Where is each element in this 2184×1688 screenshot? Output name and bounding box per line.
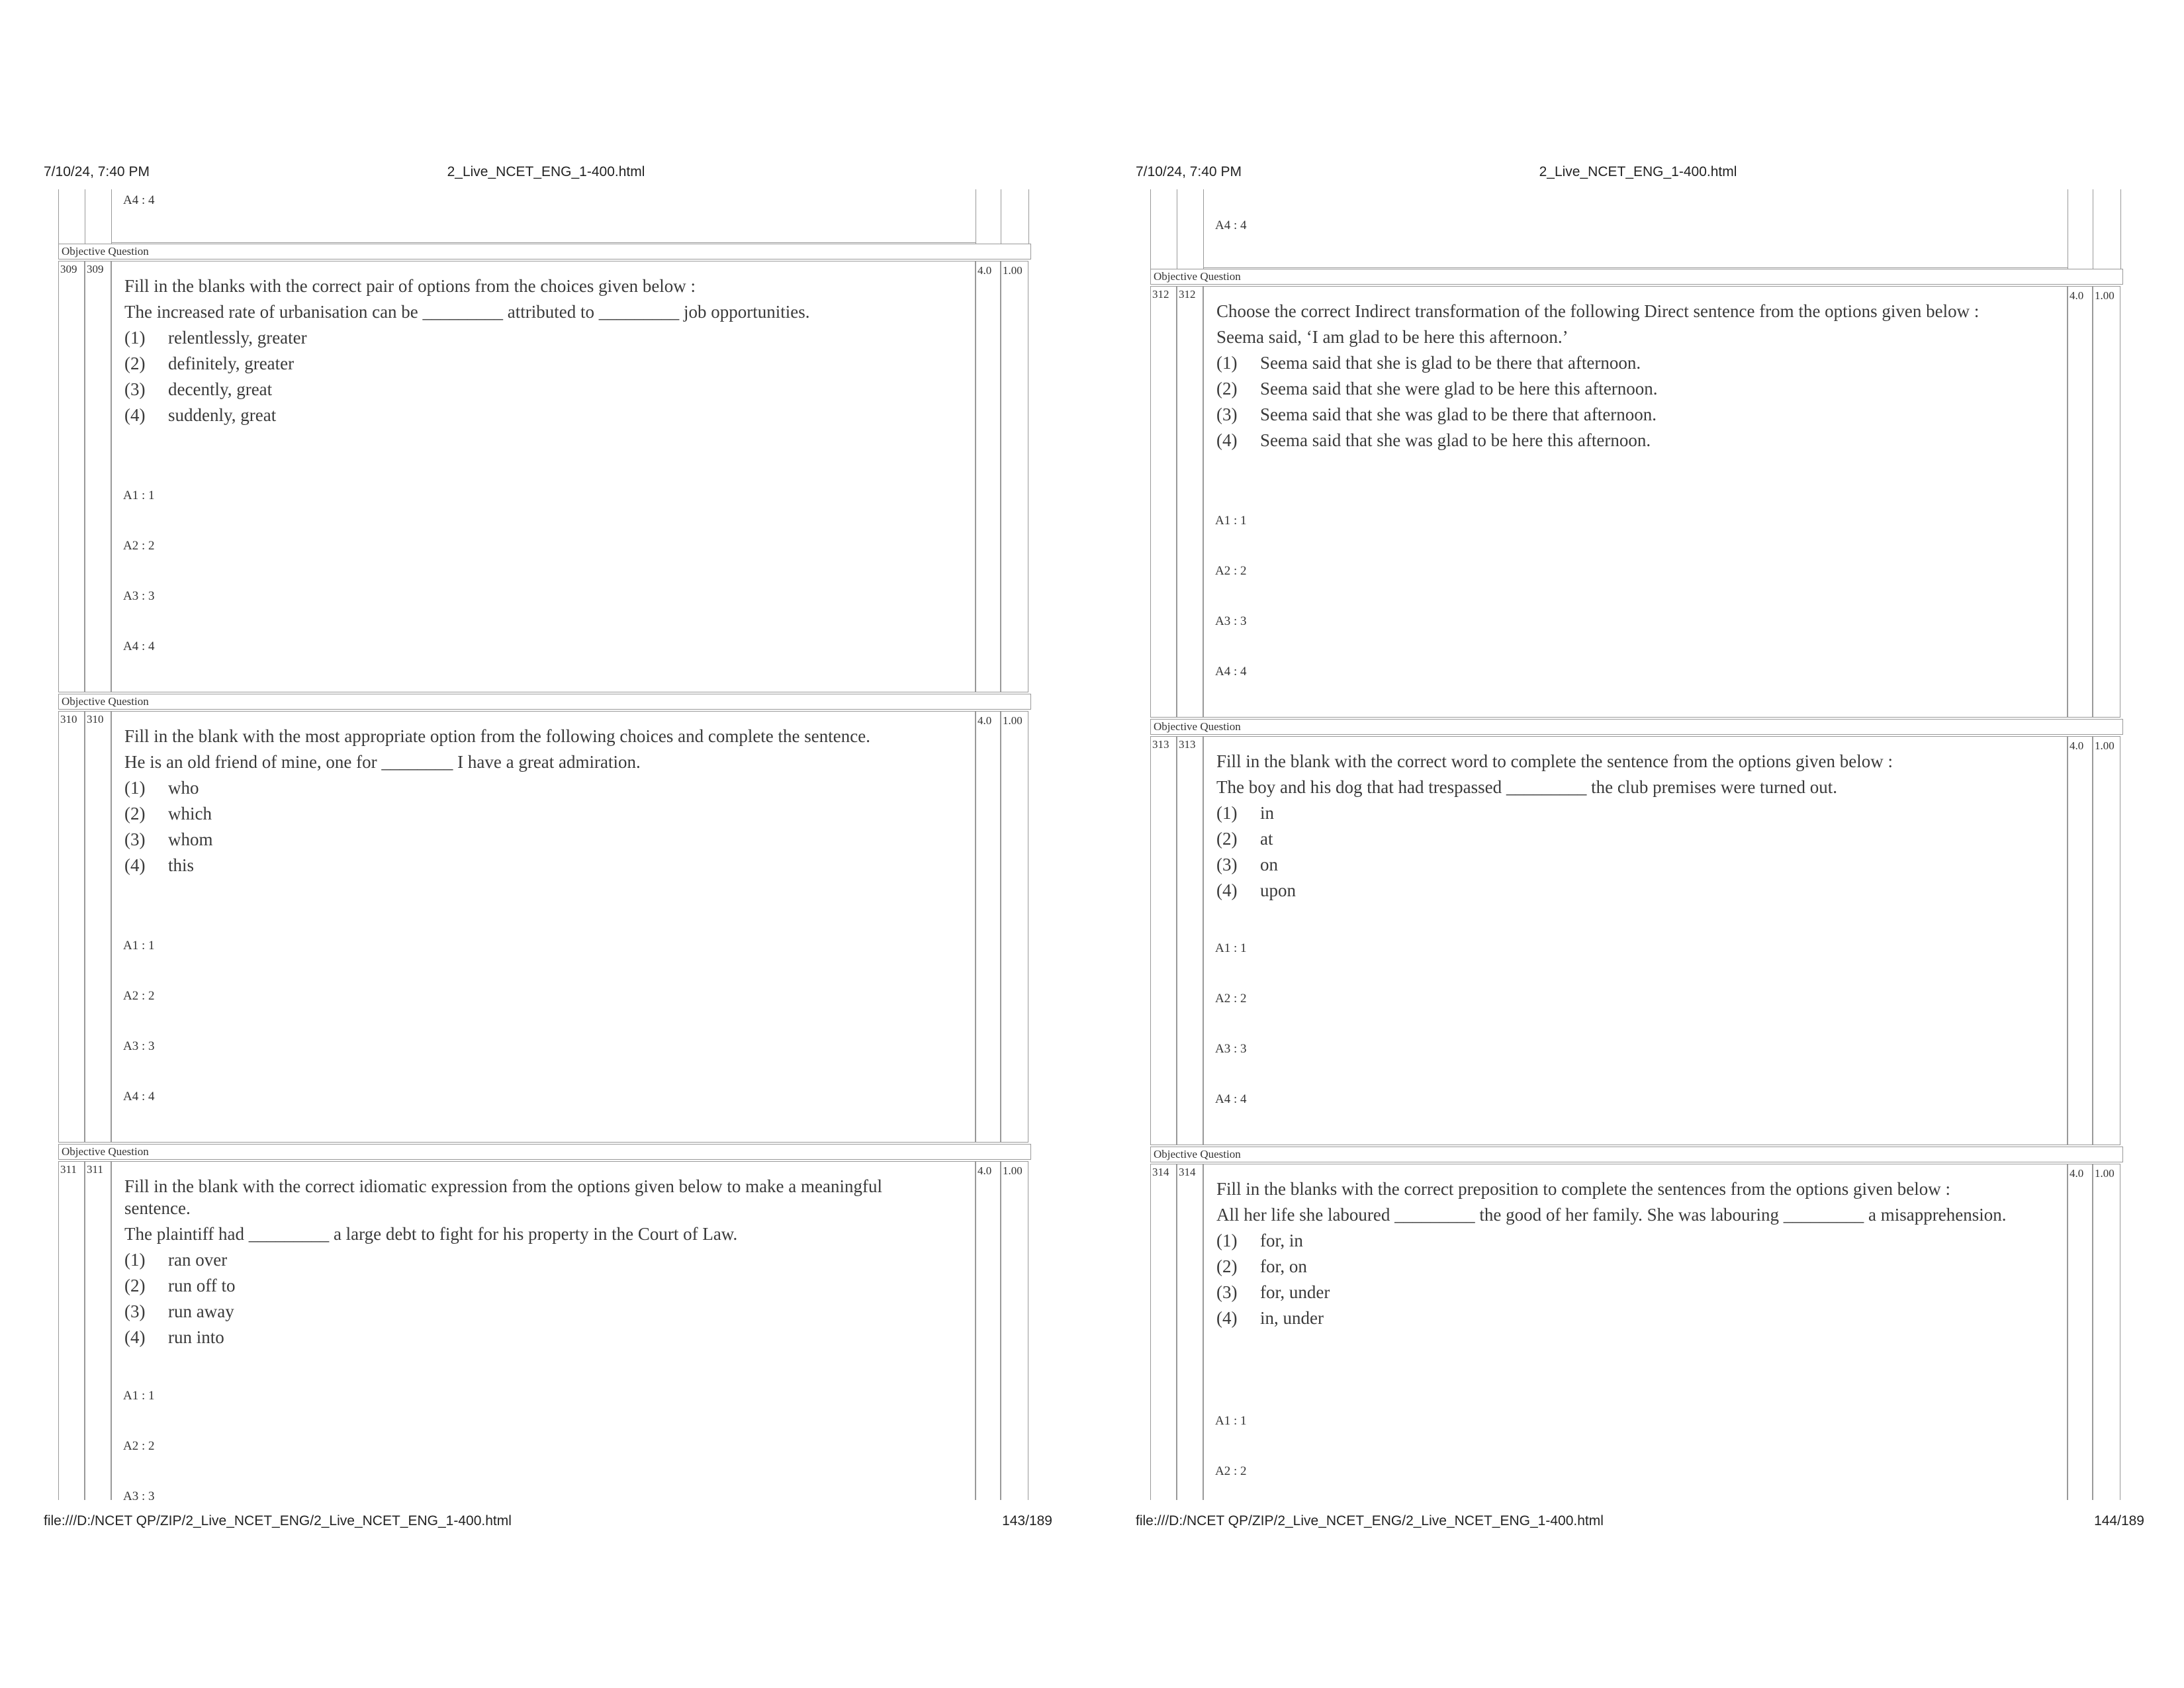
- question-312: [1150, 286, 2123, 718]
- question-313: [1150, 736, 2123, 1145]
- serial-number: 309: [60, 263, 77, 275]
- answer-choice: A2 : 2: [1215, 1464, 1247, 1478]
- section-label: Objective Question: [58, 244, 1031, 259]
- option-2: (2) Seema said that she were glad to be here this afternoon.: [1216, 379, 1658, 399]
- negative-marks: 1.00: [2095, 739, 2115, 752]
- answer-choice: A4 : 4: [123, 1090, 155, 1103]
- option-4: (4) run into: [124, 1327, 224, 1347]
- section-label: Objective Question: [58, 694, 1031, 710]
- question-stem: Fill in the blank with the most appropriate option from the following choices and complete the sentence.: [124, 726, 870, 746]
- option-4: (4) in, under: [1216, 1308, 1324, 1328]
- answer-choice: A1 : 1: [123, 489, 155, 502]
- option-1: (1) ran over: [124, 1250, 228, 1270]
- answer-choice: A1 : 1: [1215, 1414, 1247, 1428]
- option-1: (1) relentlessly, greater: [124, 328, 307, 348]
- question-sentence: Seema said, ‘I am glad to be here this afternoon.’: [1216, 327, 1569, 347]
- option-2: (2) run off to: [124, 1276, 236, 1295]
- option-1: (1) for, in: [1216, 1231, 1303, 1250]
- question-sentence: The plaintiff had _________ a large debt to fight for his property in the Court of Law.: [124, 1224, 738, 1244]
- answer-choice: A1 : 1: [123, 1389, 155, 1403]
- answer-choice: A3 : 3: [1215, 614, 1247, 628]
- serial-number: 311: [60, 1163, 77, 1176]
- question-sentence: The boy and his dog that had trespassed _________ the club premises were turned out.: [1216, 777, 1838, 797]
- question-314: [1150, 1164, 2123, 1500]
- question-id: 310: [87, 713, 104, 726]
- serial-number: 310: [60, 713, 77, 726]
- marks: 4.0: [978, 1164, 992, 1177]
- header-date: 7/10/24, 7:40 PM: [1136, 164, 1242, 179]
- option-1: (1) who: [124, 778, 199, 798]
- question-id: 313: [1179, 738, 1196, 751]
- question-stem: Fill in the blanks with the correct preposition to complete the sentences from the options given below :: [1216, 1179, 1951, 1199]
- option-3: (3) whom: [124, 829, 213, 849]
- question-text: [124, 275, 932, 426]
- answer-choice: A2 : 2: [1215, 992, 1247, 1006]
- answer-choice: A1 : 1: [123, 939, 155, 953]
- serial-number: 314: [1152, 1166, 1169, 1178]
- question-id: 309: [87, 263, 104, 275]
- option-4: (4) Seema said that she was glad to be here this afternoon.: [1216, 430, 1651, 450]
- answer-choice: A2 : 2: [123, 539, 155, 553]
- answer-choice: A4 : 4: [123, 639, 155, 653]
- negative-marks: 1.00: [1003, 1164, 1023, 1177]
- header-title: 2_Live_NCET_ENG_1-400.html: [447, 164, 645, 179]
- answer-choice: A3 : 3: [123, 589, 155, 603]
- footer-path: file:///D:/NCET QP/ZIP/2_Live_NCET_ENG/2_Live_NCET_ENG_1-400.html: [44, 1513, 512, 1528]
- question-sentence: All her life she laboured _________ the good of her family. She was labouring _________ a misapprehension.: [1216, 1205, 2007, 1225]
- answer-choice: A2 : 2: [123, 989, 155, 1003]
- question-sentence: The increased rate of urbanisation can be _________ attributed to _________ job opportunities.: [124, 302, 810, 322]
- option-2: (2) for, on: [1216, 1256, 1307, 1276]
- page-144: [1092, 0, 2184, 1688]
- question-text: [1216, 1178, 2024, 1329]
- negative-marks: 1.00: [1003, 264, 1023, 277]
- answer-choice: A4 : 4: [1215, 218, 1247, 232]
- answer-choice: A4 : 4: [123, 193, 155, 207]
- option-4: (4) this: [124, 855, 195, 875]
- marks: 4.0: [978, 264, 992, 277]
- question-stem: Fill in the blanks with the correct pair of options from the choices given below :: [124, 276, 696, 296]
- option-4: (4) suddenly, great: [124, 405, 277, 425]
- question-310: [58, 711, 1031, 1143]
- question-sentence: He is an old friend of mine, one for ________ I have a great admiration.: [124, 752, 641, 772]
- question-text: [1216, 301, 2024, 451]
- header-date: 7/10/24, 7:40 PM: [44, 164, 150, 179]
- answer-choice: A2 : 2: [1215, 564, 1247, 578]
- footer-page-number: 143/189: [1002, 1513, 1052, 1528]
- section-label: Objective Question: [1150, 269, 2123, 285]
- negative-marks: 1.00: [2095, 1167, 2115, 1180]
- section-label: Objective Question: [1150, 719, 2123, 735]
- option-2: (2) at: [1216, 829, 1273, 849]
- marks: 4.0: [978, 714, 992, 727]
- answer-choice: A3 : 3: [123, 1489, 155, 1500]
- section-label: Objective Question: [1150, 1147, 2123, 1162]
- answer-choice: A4 : 4: [1215, 665, 1247, 679]
- question-id: 312: [1179, 288, 1196, 301]
- answer-choice: A3 : 3: [1215, 1042, 1247, 1056]
- question-table: [58, 189, 1031, 1500]
- negative-marks: 1.00: [1003, 714, 1023, 727]
- question-311: [58, 1161, 1031, 1500]
- option-2: (2) which: [124, 804, 212, 823]
- question-stem: Choose the correct Indirect transformation of the following Direct sentence from the options given below :: [1216, 301, 1979, 321]
- answer-choice: A1 : 1: [1215, 941, 1247, 955]
- answer-choice: A1 : 1: [1215, 514, 1247, 528]
- option-3: (3) on: [1216, 855, 1278, 874]
- marks: 4.0: [2070, 289, 2084, 302]
- serial-number: 312: [1152, 288, 1169, 301]
- question-stem: Fill in the blank with the correct word to complete the sentence from the options given below :: [1216, 751, 1893, 771]
- option-2: (2) definitely, greater: [124, 353, 295, 373]
- question-text: [124, 1176, 932, 1348]
- marks: 4.0: [2070, 1167, 2084, 1180]
- header-title: 2_Live_NCET_ENG_1-400.html: [1539, 164, 1737, 179]
- option-3: (3) for, under: [1216, 1282, 1330, 1302]
- option-4: (4) upon: [1216, 880, 1296, 900]
- option-1: (1) Seema said that she is glad to be there that afternoon.: [1216, 353, 1641, 373]
- answer-choice: A3 : 3: [123, 1039, 155, 1053]
- serial-number: 313: [1152, 738, 1169, 751]
- negative-marks: 1.00: [2095, 289, 2115, 302]
- question-table: [1150, 189, 2123, 1500]
- question-309: [58, 261, 1031, 692]
- question-text: [124, 726, 932, 876]
- footer-page-number: 144/189: [2094, 1513, 2144, 1528]
- question-id: 311: [87, 1163, 103, 1176]
- question-stem: Fill in the blank with the correct idiomatic expression from the options given below to make a meaningful sentence.: [124, 1176, 882, 1218]
- option-3: (3) run away: [124, 1301, 234, 1321]
- option-3: (3) Seema said that she was glad to be there that afternoon.: [1216, 404, 1657, 424]
- question-text: [1216, 751, 2024, 902]
- question-id: 314: [1179, 1166, 1196, 1178]
- answer-choice: A2 : 2: [123, 1439, 155, 1453]
- section-label: Objective Question: [58, 1144, 1031, 1160]
- marks: 4.0: [2070, 739, 2084, 752]
- answer-choice: A4 : 4: [1215, 1092, 1247, 1106]
- option-3: (3) decently, great: [124, 379, 273, 399]
- footer-path: file:///D:/NCET QP/ZIP/2_Live_NCET_ENG/2_Live_NCET_ENG_1-400.html: [1136, 1513, 1604, 1528]
- option-1: (1) in: [1216, 803, 1275, 823]
